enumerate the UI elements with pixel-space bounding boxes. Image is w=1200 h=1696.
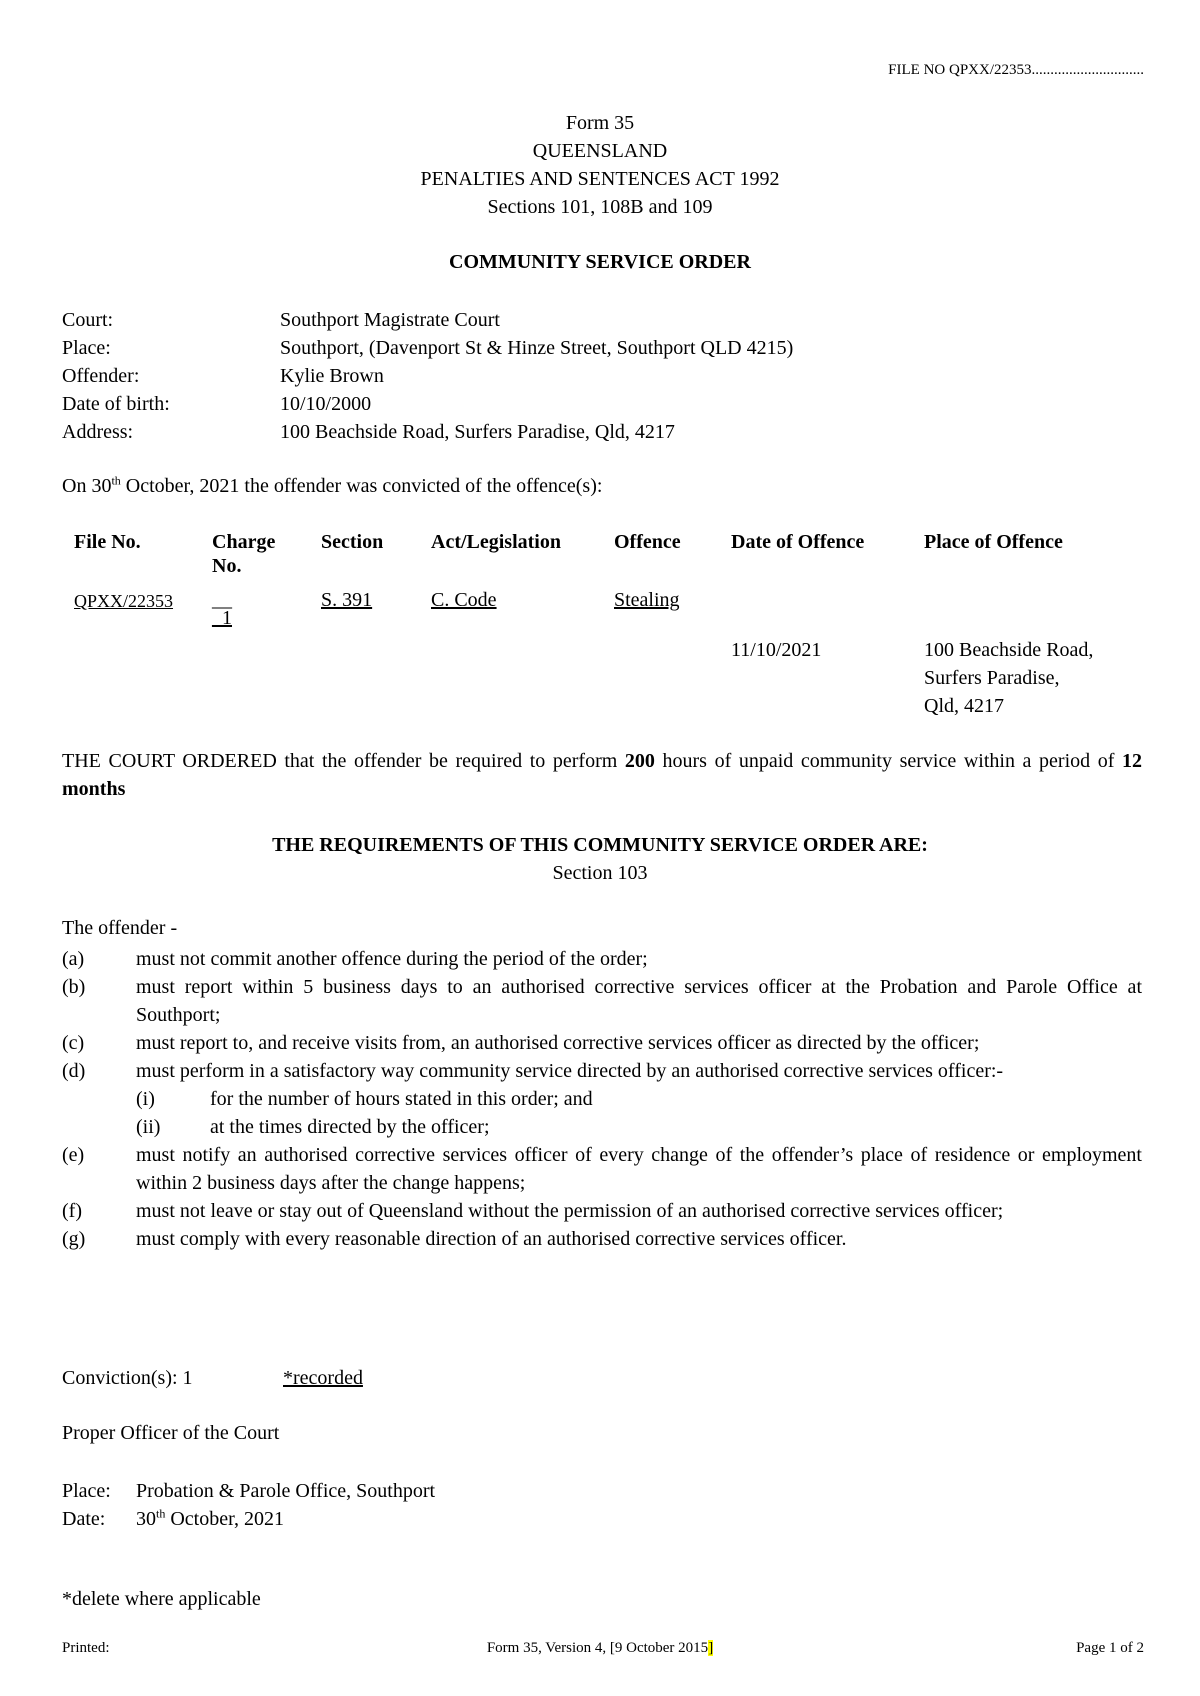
proper-officer: Proper Officer of the Court [62, 1422, 280, 1444]
court-order-text [62, 747, 1142, 803]
cell-place-line1: 100 Beachside Road, [924, 639, 1094, 661]
conviction-intro-sup: th [111, 473, 121, 488]
signoff-date-row [62, 1505, 435, 1533]
cell-act: C. Code [431, 589, 497, 611]
address-label: Address: [62, 421, 134, 443]
cell-date: 11/10/2021 [731, 639, 822, 661]
footer-version-highlight: ] [708, 1640, 714, 1656]
place-label: Place: [62, 337, 111, 359]
requirement-f-label: (f) [62, 1200, 82, 1222]
dob-row [62, 390, 793, 418]
requirement-c-label: (c) [62, 1032, 85, 1054]
requirement-d [62, 1057, 1142, 1085]
col-charge-no-line1: Charge [212, 531, 276, 553]
requirement-b-text: must report within 5 business days to an authorised corrective services officer at the Probation and Parole Office at Southport; [136, 976, 1142, 1026]
footer-printed: Printed: [62, 1640, 110, 1656]
requirement-g-text: must comply with every reasonable direction of an authorised corrective services officer. [136, 1228, 847, 1250]
conviction-intro-prefix: On 30 [62, 475, 112, 497]
cell-place [924, 636, 1093, 720]
signoff-date-sup: th [156, 1506, 166, 1521]
form-number: Form 35 [565, 112, 635, 134]
footer-version-text: Form 35, Version 4, [9 October 2015 [486, 1640, 709, 1656]
cell-place-line3: Qld, 4217 [924, 695, 1004, 717]
requirement-b-label: (b) [62, 976, 86, 998]
act-name: PENALTIES AND SENTENCES ACT 1992 [420, 168, 780, 190]
signoff-block [62, 1477, 435, 1533]
requirement-a [62, 945, 1142, 973]
dob-value: 10/10/2000 [280, 393, 372, 415]
signoff-place-row [62, 1477, 435, 1505]
cell-place-line2: Surfers Paradise, [924, 667, 1060, 689]
cell-section: S. 391 [321, 589, 373, 611]
delete-note: *delete where applicable [62, 1588, 261, 1610]
requirement-b [62, 973, 1142, 1029]
place-value: Southport, (Davenport St & Hinze Street, Southport QLD 4215) [280, 337, 794, 359]
requirement-d-i [62, 1085, 1142, 1113]
requirement-d-label: (d) [62, 1060, 86, 1082]
requirement-g [62, 1225, 1142, 1253]
dob-label: Date of birth: [62, 393, 170, 415]
order-text-part2: hours of unpaid community service within a period of [654, 750, 1123, 772]
requirement-f-text: must not leave or stay out of Queensland without the permission of an authorised corrective services officer; [136, 1200, 1004, 1222]
signoff-place-value: Probation & Parole Office, Southport [136, 1480, 436, 1502]
requirements-list [62, 945, 1142, 1253]
col-place: Place of Offence [924, 531, 1063, 553]
order-period: 12 months [62, 750, 1143, 800]
requirement-d-ii [62, 1113, 1142, 1141]
requirement-d-ii-label: (ii) [136, 1116, 161, 1138]
requirement-d-text: must perform in a satisfactory way community service directed by an authorised corrective services officer:- [136, 1060, 1004, 1082]
footer-page: Page 1 of 2 [1076, 1640, 1144, 1656]
requirement-e-label: (e) [62, 1144, 85, 1166]
order-hours: 200 [624, 750, 655, 772]
convictions-label: Conviction(s): 1 [62, 1367, 193, 1389]
requirement-e [62, 1141, 1142, 1197]
footer-version [0, 1640, 1200, 1657]
cell-charge-no-line2: _1 [212, 607, 232, 629]
requirement-d-i-label: (i) [136, 1088, 155, 1110]
col-charge-no-line2: No. [212, 555, 242, 577]
col-act: Act/Legislation [431, 531, 561, 553]
signoff-date-prefix: 30 [136, 1508, 156, 1530]
requirement-f [62, 1197, 1142, 1225]
requirement-a-label: (a) [62, 948, 85, 970]
signoff-place-label: Place: [62, 1480, 111, 1502]
requirement-c-text: must report to, and receive visits from, an authorised corrective services officer as directed by the officer; [136, 1032, 980, 1054]
order-title: COMMUNITY SERVICE ORDER [449, 251, 751, 273]
col-section: Section [321, 531, 384, 553]
offender-value: Kylie Brown [280, 365, 384, 387]
cell-charge-no [212, 586, 232, 632]
requirement-e-text: must notify an authorised corrective services officer of every change of the offender’s place of residence or employment within 2 business days after the change happens; [136, 1144, 1142, 1194]
order-text-part1: THE COURT ORDERED that the offender be required to perform [62, 750, 625, 772]
requirement-g-label: (g) [62, 1228, 86, 1250]
col-date: Date of Offence [731, 531, 865, 553]
requirements-section: Section 103 [552, 862, 648, 884]
requirement-a-text: must not commit another offence during the period of the order; [136, 948, 648, 970]
requirement-c [62, 1029, 1142, 1057]
act-sections: Sections 101, 108B and 109 [487, 196, 713, 218]
address-row [62, 418, 793, 446]
conviction-status: *recorded [283, 1367, 363, 1389]
place-row [62, 334, 793, 362]
signoff-date-value [136, 1505, 284, 1533]
cell-file-no: QPXX/22353 [74, 591, 174, 611]
requirement-d-ii-text: at the times directed by the officer; [210, 1116, 490, 1138]
col-offence: Offence [614, 531, 681, 553]
requirement-d-i-text: for the number of hours stated in this order; and [210, 1088, 593, 1110]
offender-row [62, 362, 793, 390]
offender-label: Offender: [62, 365, 140, 387]
cell-offence: Stealing [614, 589, 680, 611]
col-file-no: File No. [74, 531, 141, 553]
court-label: Court: [62, 309, 114, 331]
file-number: FILE NO QPXX/22353.............................. [888, 62, 1144, 78]
requirements-title: THE REQUIREMENTS OF THIS COMMUNITY SERVICE ORDER ARE: [272, 834, 928, 856]
court-value: Southport Magistrate Court [280, 309, 500, 331]
offender-details [62, 306, 793, 446]
signoff-date-suffix: October, 2021 [165, 1508, 284, 1530]
court-row [62, 306, 793, 334]
cell-charge-no-line1: __ [212, 589, 232, 611]
conviction-intro-suffix: October, 2021 the offender was convicted of the offence(s): [120, 475, 603, 497]
state-name: QUEENSLAND [532, 140, 668, 162]
address-value: 100 Beachside Road, Surfers Paradise, Qld, 4217 [280, 421, 675, 443]
requirements-intro: The offender - [62, 917, 178, 939]
conviction-intro [62, 475, 602, 498]
signoff-date-label: Date: [62, 1508, 106, 1530]
col-charge-no [212, 530, 275, 578]
